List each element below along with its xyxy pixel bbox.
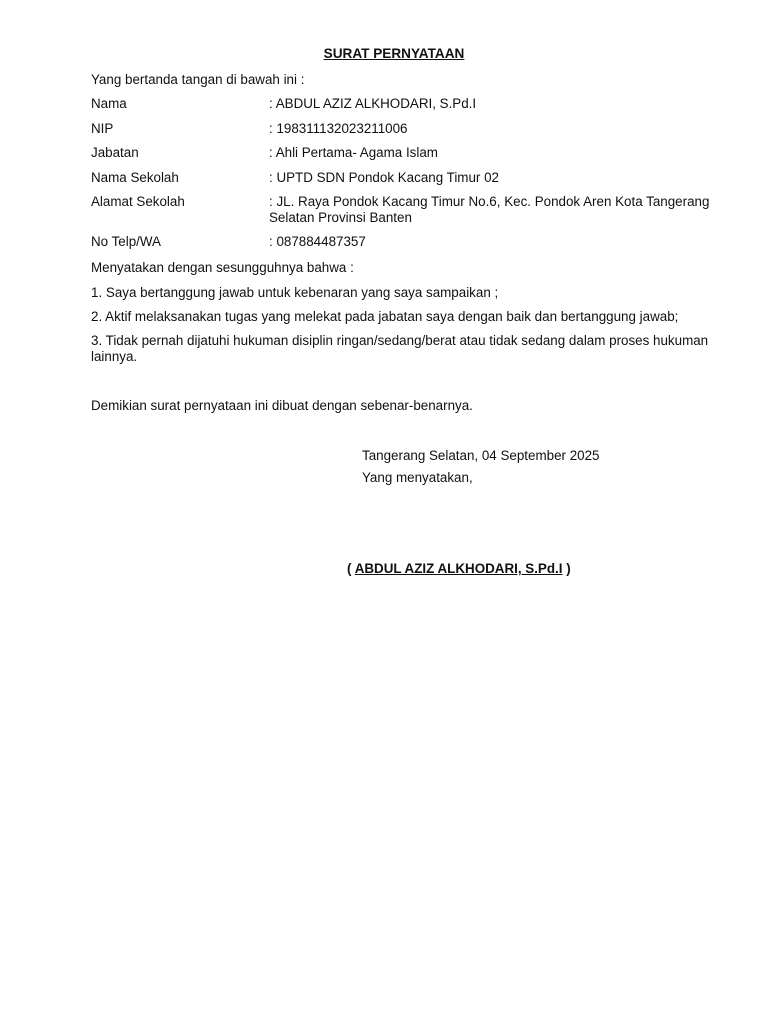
field-value-nip: : 198311132023211006: [269, 121, 408, 136]
field-value-alamat-sekolah: : JL. Raya Pondok Kacang Timur No.6, Kec. Pondok Aren Kota Tangerang Selatan Provinsi Banten: [269, 194, 710, 225]
signatory-block: [347, 561, 571, 577]
field-label-jabatan: Jabatan: [91, 145, 139, 160]
statement-point-1: 1. Saya bertanggung jawab untuk kebenaran yang saya sampaikan ;: [91, 285, 499, 300]
statement-point-2: 2. Aktif melaksanakan tugas yang melekat pada jabatan saya dengan baik dan bertanggung jawab;: [91, 309, 679, 324]
signatory-close-paren: ): [562, 561, 571, 576]
signatory-open-paren: (: [347, 561, 355, 576]
intro-text: Yang bertanda tangan di bawah ini :: [91, 72, 305, 87]
statement-point-3: 3. Tidak pernah dijatuhi hukuman disiplin ringan/sedang/berat atau tidak sedang dalam proses hukuman lainnya.: [91, 333, 709, 364]
field-value-nama-sekolah: : UPTD SDN Pondok Kacang Timur 02: [269, 170, 499, 185]
document-title: SURAT PERNYATAAN: [323, 46, 465, 61]
signatory-label: Yang menyatakan,: [362, 470, 473, 485]
statement-intro: Menyatakan dengan sesungguhnya bahwa :: [91, 260, 354, 275]
field-value-jabatan: : Ahli Pertama- Agama Islam: [269, 145, 438, 160]
field-value-telp: : 087884487357: [269, 234, 366, 249]
field-value-nama: : ABDUL AZIZ ALKHODARI, S.Pd.I: [269, 96, 477, 111]
closing-text: Demikian surat pernyataan ini dibuat dengan sebenar-benarnya.: [91, 398, 473, 413]
field-label-nama: Nama: [91, 96, 127, 111]
field-label-nip: NIP: [91, 121, 114, 136]
field-label-telp: No Telp/WA: [91, 234, 161, 249]
place-date: Tangerang Selatan, 04 September 2025: [362, 448, 600, 463]
field-label-nama-sekolah: Nama Sekolah: [91, 170, 179, 185]
field-label-alamat-sekolah: Alamat Sekolah: [91, 194, 185, 209]
signatory-name: ABDUL AZIZ ALKHODARI, S.Pd.I: [354, 561, 563, 576]
